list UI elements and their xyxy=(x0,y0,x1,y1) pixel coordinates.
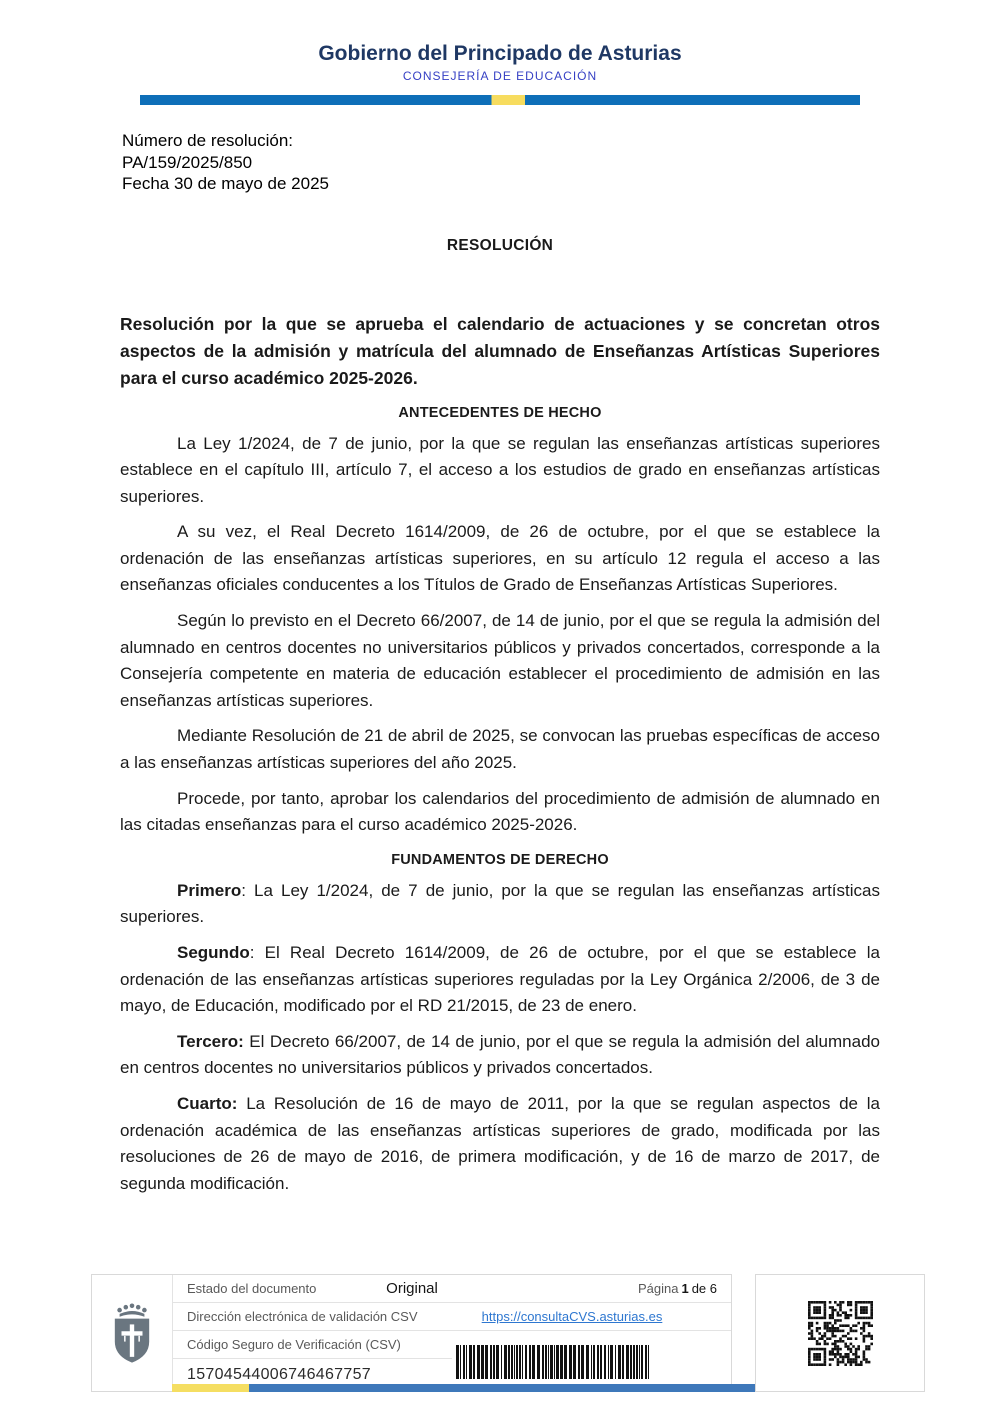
antecedentes-paragraphs xyxy=(120,431,880,839)
paragraph: Según lo previsto en el Decreto 66/2007, de 14 de junio, por el que se regula la admisión del alumnado en centros docentes no universitarios públicos y privados concertados, corresponde a la Consejería competente en materia de educación establecer el procedimiento de admisión en las enseñanzas artísticas superiores. xyxy=(120,611,880,710)
csv-validation-link[interactable]: https://consultaCVS.asturias.es xyxy=(481,1309,663,1324)
footer-accent-bar xyxy=(172,1384,813,1392)
paragraph: Mediante Resolución de 21 de abril de 2025, se convocan las pruebas específicas de acceso a las enseñanzas artísticas superiores del año 2025. xyxy=(120,726,880,773)
status-value: Original xyxy=(386,1280,438,1297)
letterhead xyxy=(0,0,1000,105)
section-heading-antecedentes: ANTECEDENTES DE HECHO xyxy=(398,404,602,421)
legal-item xyxy=(120,878,880,931)
verification-footer xyxy=(0,1274,1000,1392)
resolution-subject: Resolución por la que se aprueba el calendario de actuaciones y se concretan otros aspectos de la admisión y matrícula del alumnado de Enseñanzas Artísticas Superiores para el curso académico 2025-2026. xyxy=(120,313,880,388)
legal-item-label: Segundo xyxy=(177,943,250,962)
asturias-shield-icon xyxy=(92,1275,172,1391)
verification-table xyxy=(172,1275,731,1391)
csv-address-row xyxy=(173,1303,731,1331)
status-row xyxy=(173,1275,731,1303)
section-heading-fundamentos: FUNDAMENTOS DE DERECHO xyxy=(391,851,609,868)
legal-item-text: El Decreto 66/2007, de 14 de junio, por el que se regula la admisión del alumnado en centros docentes no universitarios públicos y privados concertados. xyxy=(120,1031,880,1078)
legal-item xyxy=(120,1091,880,1197)
csv-code-label-row xyxy=(173,1331,452,1359)
legal-item-label: Primero xyxy=(177,880,242,900)
page-number: 1 xyxy=(681,1281,689,1296)
status-label: Estado del documento xyxy=(187,1281,317,1296)
legal-item-text: La Resolución de 16 de mayo de 2011, por la que se regulan aspectos de la ordenación académica de las enseñanzas artísticas superiores de grado, modificada por las resoluciones de 26 de mayo de 2016, de primera modificación, y de 16 de marzo de 2017, de segunda modificación. xyxy=(120,1093,880,1193)
csv-code-value: 15704544006746467757 xyxy=(187,1366,371,1383)
legal-item xyxy=(120,940,880,1020)
verification-box xyxy=(91,1274,732,1392)
header-divider-bar xyxy=(140,95,860,105)
resolution-number-label: Número de resolución: xyxy=(122,131,294,150)
paragraph: Procede, por tanto, aprobar los calendarios del procedimiento de admisión de alumnado en las citadas enseñanzas para el curso académico 2025-2026. xyxy=(120,788,880,835)
csv-code-label: Código Seguro de Verificación (CSV) xyxy=(187,1337,401,1352)
csv-code-rows xyxy=(173,1331,731,1391)
resolution-body xyxy=(0,237,1000,1198)
paragraph: La Ley 1/2024, de 7 de junio, por la que se regulan las enseñanzas artísticas superiores establece en el capítulo III, artículo 7, el acceso a los estudios de grado en enseñanzas artísticas superiores. xyxy=(120,433,880,506)
legal-item-text: : El Real Decreto 1614/2009, de 26 de octubre, por el que se establece la ordenación de las enseñanzas artísticas superiores reguladas por la Ley Orgánica 2/2006, de 3 de mayo, de Educación, modificado por el RD 21/2015, de 23 de enero. xyxy=(120,943,880,1016)
department-subtitle: CONSEJERÍA DE EDUCACIÓN xyxy=(402,69,598,83)
barcode-icon xyxy=(456,1345,654,1379)
legal-item-label: Cuarto: xyxy=(177,1093,238,1113)
fundamentos-paragraphs xyxy=(120,878,880,1198)
paragraph: A su vez, el Real Decreto 1614/2009, de 26 de octubre, por el que se establece la ordenación de las enseñanzas artísticas superiores, en su artículo 12 regula el acceso a las enseñanzas oficiales conducentes a los Títulos de Grado de Enseñanzas Artísticas Superiores. xyxy=(120,522,880,595)
legal-item xyxy=(120,1029,880,1082)
csv-address-label: Dirección electrónica de validación CSV xyxy=(187,1309,418,1324)
qr-code-icon xyxy=(808,1301,873,1366)
government-title: Gobierno del Principado de Asturias xyxy=(318,42,682,65)
legal-item-text: : La Ley 1/2024, de 7 de junio, por la que se regulan las enseñanzas artísticas superiores. xyxy=(120,880,880,927)
resolution-title: RESOLUCIÓN xyxy=(446,236,554,254)
page-label: Página xyxy=(637,1281,679,1296)
qr-box xyxy=(755,1274,925,1392)
legal-item-label: Tercero: xyxy=(177,1031,244,1051)
resolution-number-value: PA/159/2025/850 xyxy=(122,152,253,172)
resolution-date: Fecha 30 de mayo de 2025 xyxy=(122,174,329,193)
resolution-meta xyxy=(122,130,880,195)
page-total: de 6 xyxy=(691,1281,717,1296)
